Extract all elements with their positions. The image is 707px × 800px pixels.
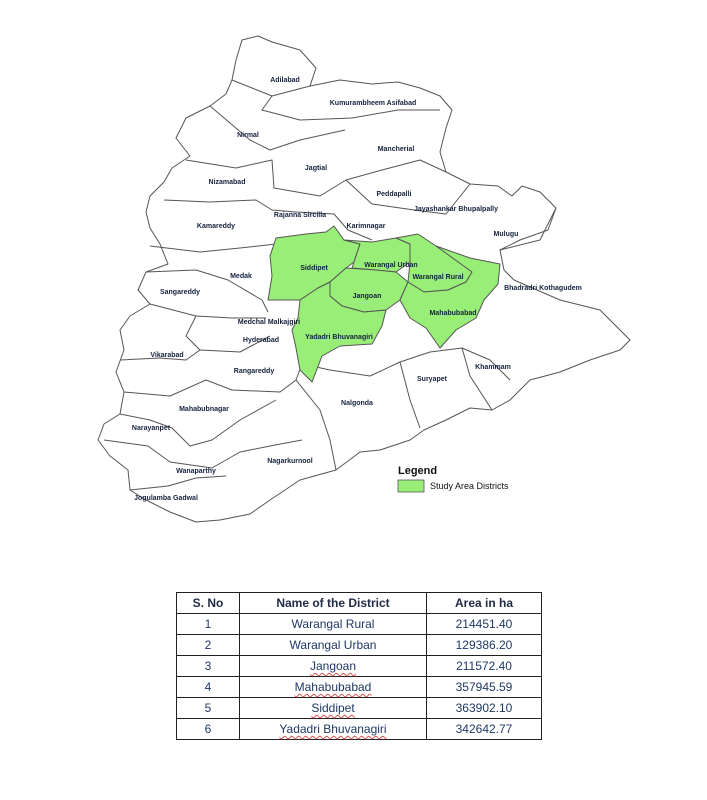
- table-row: [177, 677, 542, 698]
- table-header-row: [177, 593, 542, 614]
- serial-number-cell: 4: [177, 677, 240, 698]
- district-label-nirmal: Nirmal: [237, 132, 259, 139]
- district-label-jayashankar-bhupalpally: Jayashankar Bhupalpally: [413, 206, 499, 213]
- table-row: [177, 698, 542, 719]
- district-label-karimnagar: Karimnagar: [346, 223, 386, 230]
- district-label-bhadradri-kothagudem: Bhadradri Kothagudem: [504, 285, 582, 292]
- area-cell: 129386.20: [427, 635, 542, 656]
- district-label-vikarabad: Vikarabad: [150, 352, 184, 359]
- district-label-warangal-rural: Warangal Rural: [412, 274, 464, 281]
- district-label-yadadri-bhuvanagiri: Yadadri Bhuvanagiri: [305, 334, 373, 341]
- district-label-khammam: Khammam: [475, 364, 511, 371]
- serial-number-cell: 3: [177, 656, 240, 677]
- area-cell: 214451.40: [427, 614, 542, 635]
- district-label-suryapet: Suryapet: [417, 376, 447, 383]
- district-label-rajanna-sircilla: Rajanna Sircilla: [273, 212, 327, 219]
- district-name-cell: [240, 656, 427, 677]
- district-label-kumurambheem-asifabad: Kumurambheem Asifabad: [329, 100, 417, 107]
- area-cell: 211572.40: [427, 656, 542, 677]
- area-cell: 342642.77: [427, 719, 542, 740]
- table-row: [177, 719, 542, 740]
- header-area: Area in ha: [427, 593, 542, 614]
- district-area-table: [176, 592, 542, 740]
- district-label-jogulamba-gadwal: Jogulamba Gadwal: [134, 495, 198, 502]
- district-label-narayanpet: Narayanpet: [131, 425, 171, 432]
- header-serial-number: S. No: [177, 593, 240, 614]
- district-name-cell: Warangal Urban: [240, 635, 427, 656]
- table-row: [177, 635, 542, 656]
- table-row: [177, 656, 542, 677]
- district-label-mahabubabad: Mahabubabad: [429, 310, 477, 317]
- district-name-cell: [240, 719, 427, 740]
- district-name-text: Jangoan: [309, 659, 357, 673]
- district-area-table-container: [176, 592, 542, 740]
- serial-number-cell: 6: [177, 719, 240, 740]
- district-label-mulugu: Mulugu: [493, 231, 519, 238]
- district-label-wanaparthy: Wanaparthy: [176, 468, 216, 475]
- district-label-mahabubnagar: Mahabubnagar: [179, 406, 229, 413]
- district-label-nalgonda: Nalgonda: [341, 400, 373, 407]
- district-label-sangareddy: Sangareddy: [159, 289, 201, 296]
- district-label-medchal-malkajgiri: Medchal Malkajgiri: [237, 319, 301, 326]
- serial-number-cell: 2: [177, 635, 240, 656]
- district-label-warangal-urban: Warangal Urban: [364, 262, 418, 269]
- serial-number-cell: 1: [177, 614, 240, 635]
- district-label-nizamabad: Nizamabad: [208, 179, 246, 186]
- legend-swatch: [398, 480, 424, 492]
- district-label-peddapalli: Peddapalli: [376, 191, 412, 198]
- district-name-cell: [240, 677, 427, 698]
- district-label-nagarkurnool: Nagarkurnool: [267, 458, 313, 465]
- district-name-text: Siddipet: [311, 701, 355, 715]
- district-label-medak: Medak: [230, 273, 252, 280]
- district-label-jangoan: Jangoan: [352, 293, 382, 300]
- table-row: [177, 614, 542, 635]
- legend-title: Legend: [398, 465, 438, 477]
- serial-number-cell: 5: [177, 698, 240, 719]
- header-district-name: Name of the District: [240, 593, 427, 614]
- district-label-rangareddy: Rangareddy: [233, 368, 275, 375]
- district-label-jagtial: Jagtial: [304, 165, 328, 172]
- district-label-adilabad: Adilabad: [270, 77, 300, 84]
- district-label-kamareddy: Kamareddy: [196, 223, 236, 230]
- district-label-siddipet: Siddipet: [300, 265, 328, 272]
- district-name-cell: Warangal Rural: [240, 614, 427, 635]
- district-name-cell: [240, 698, 427, 719]
- area-cell: 357945.59: [427, 677, 542, 698]
- legend-item-label: Study Area Districts: [430, 481, 509, 491]
- district-name-text: Yadadri Bhuvanagiri: [279, 722, 387, 736]
- district-name-text: Mahabubabad: [294, 680, 372, 694]
- district-label-hyderabad: Hyderabad: [242, 337, 280, 344]
- area-cell: 363902.10: [427, 698, 542, 719]
- district-label-mancherial: Mancherial: [377, 146, 415, 153]
